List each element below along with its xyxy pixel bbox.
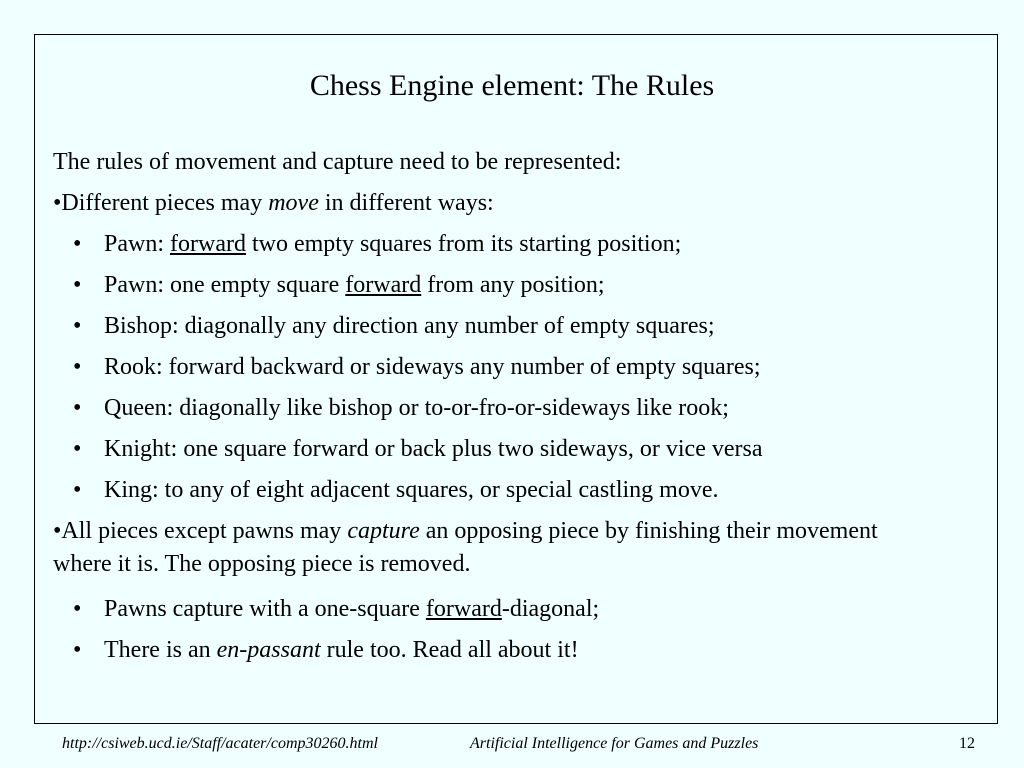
list-item-knight — [53, 429, 933, 470]
item-text: Rook: forward backward or sideways any number of empty squares; — [104, 354, 761, 380]
item-text: Bishop: diagonally any direction any number of empty squares; — [104, 313, 715, 339]
forward-underlined: forward — [425, 596, 502, 622]
bullet: • — [73, 477, 82, 503]
item-text: rule too. Read all about it! — [320, 637, 579, 663]
item-text: -diagonal; — [501, 596, 600, 622]
item-text: Pawns capture with a one-square — [104, 596, 426, 622]
item-text: from any position; — [421, 272, 605, 298]
capture-section-bullet — [53, 515, 933, 581]
capture-emphasis: capture — [347, 518, 420, 544]
item-text: Pawn: — [104, 231, 170, 257]
bullet: • — [73, 313, 82, 339]
move-section-bullet — [53, 183, 933, 224]
bullet: • — [53, 190, 62, 216]
slide-body — [53, 142, 933, 671]
move-section-pre: Different pieces may — [61, 190, 269, 216]
item-text: Knight: one square forward or back plus two sideways, or vice versa — [104, 436, 763, 462]
bullet: • — [73, 354, 82, 380]
bullet: • — [73, 395, 82, 421]
bullet: • — [73, 596, 82, 622]
intro-text: The rules of movement and capture need to be represented: — [53, 149, 622, 175]
capture-section-post: an opposing piece by finishing their movement where it is. The opposing piece is removed. — [53, 518, 878, 577]
bullet: • — [53, 518, 62, 544]
list-item-bishop — [53, 306, 933, 347]
list-item-queen — [53, 388, 933, 429]
bullet: • — [73, 272, 82, 298]
forward-underlined: forward — [345, 272, 422, 298]
item-text: two empty squares from its starting position; — [245, 231, 682, 257]
item-text: King: to any of eight adjacent squares, or special castling move. — [104, 477, 719, 503]
capture-section-pre: All pieces except pawns may — [61, 518, 348, 544]
move-section-post: in different ways: — [318, 190, 494, 216]
footer-url[interactable]: http://csiweb.ucd.ie/Staff/acater/comp30260.html — [62, 735, 378, 752]
list-item-king — [53, 470, 933, 511]
item-text: Queen: diagonally like bishop or to-or-fro-or-sideways like rook; — [104, 395, 729, 421]
footer-course-title: Artificial Intelligence for Games and Puzzles — [470, 735, 759, 752]
bullet: • — [73, 436, 82, 462]
bullet: • — [73, 637, 82, 663]
item-text: Pawn: one empty square — [104, 272, 346, 298]
forward-underlined: forward — [170, 231, 246, 257]
list-item-pawn-single — [53, 265, 933, 306]
item-text: There is an — [104, 637, 217, 663]
list-item-en-passant — [53, 630, 933, 671]
list-item-pawn-capture — [53, 589, 933, 630]
move-emphasis: move — [268, 190, 319, 216]
list-item-rook — [53, 347, 933, 388]
en-passant-emphasis: en-passant — [216, 637, 321, 663]
list-item-pawn-double — [53, 224, 933, 265]
slide-title: Chess Engine element: The Rules — [309, 69, 715, 102]
bullet: • — [73, 231, 82, 257]
footer-page-number: 12 — [959, 735, 975, 752]
